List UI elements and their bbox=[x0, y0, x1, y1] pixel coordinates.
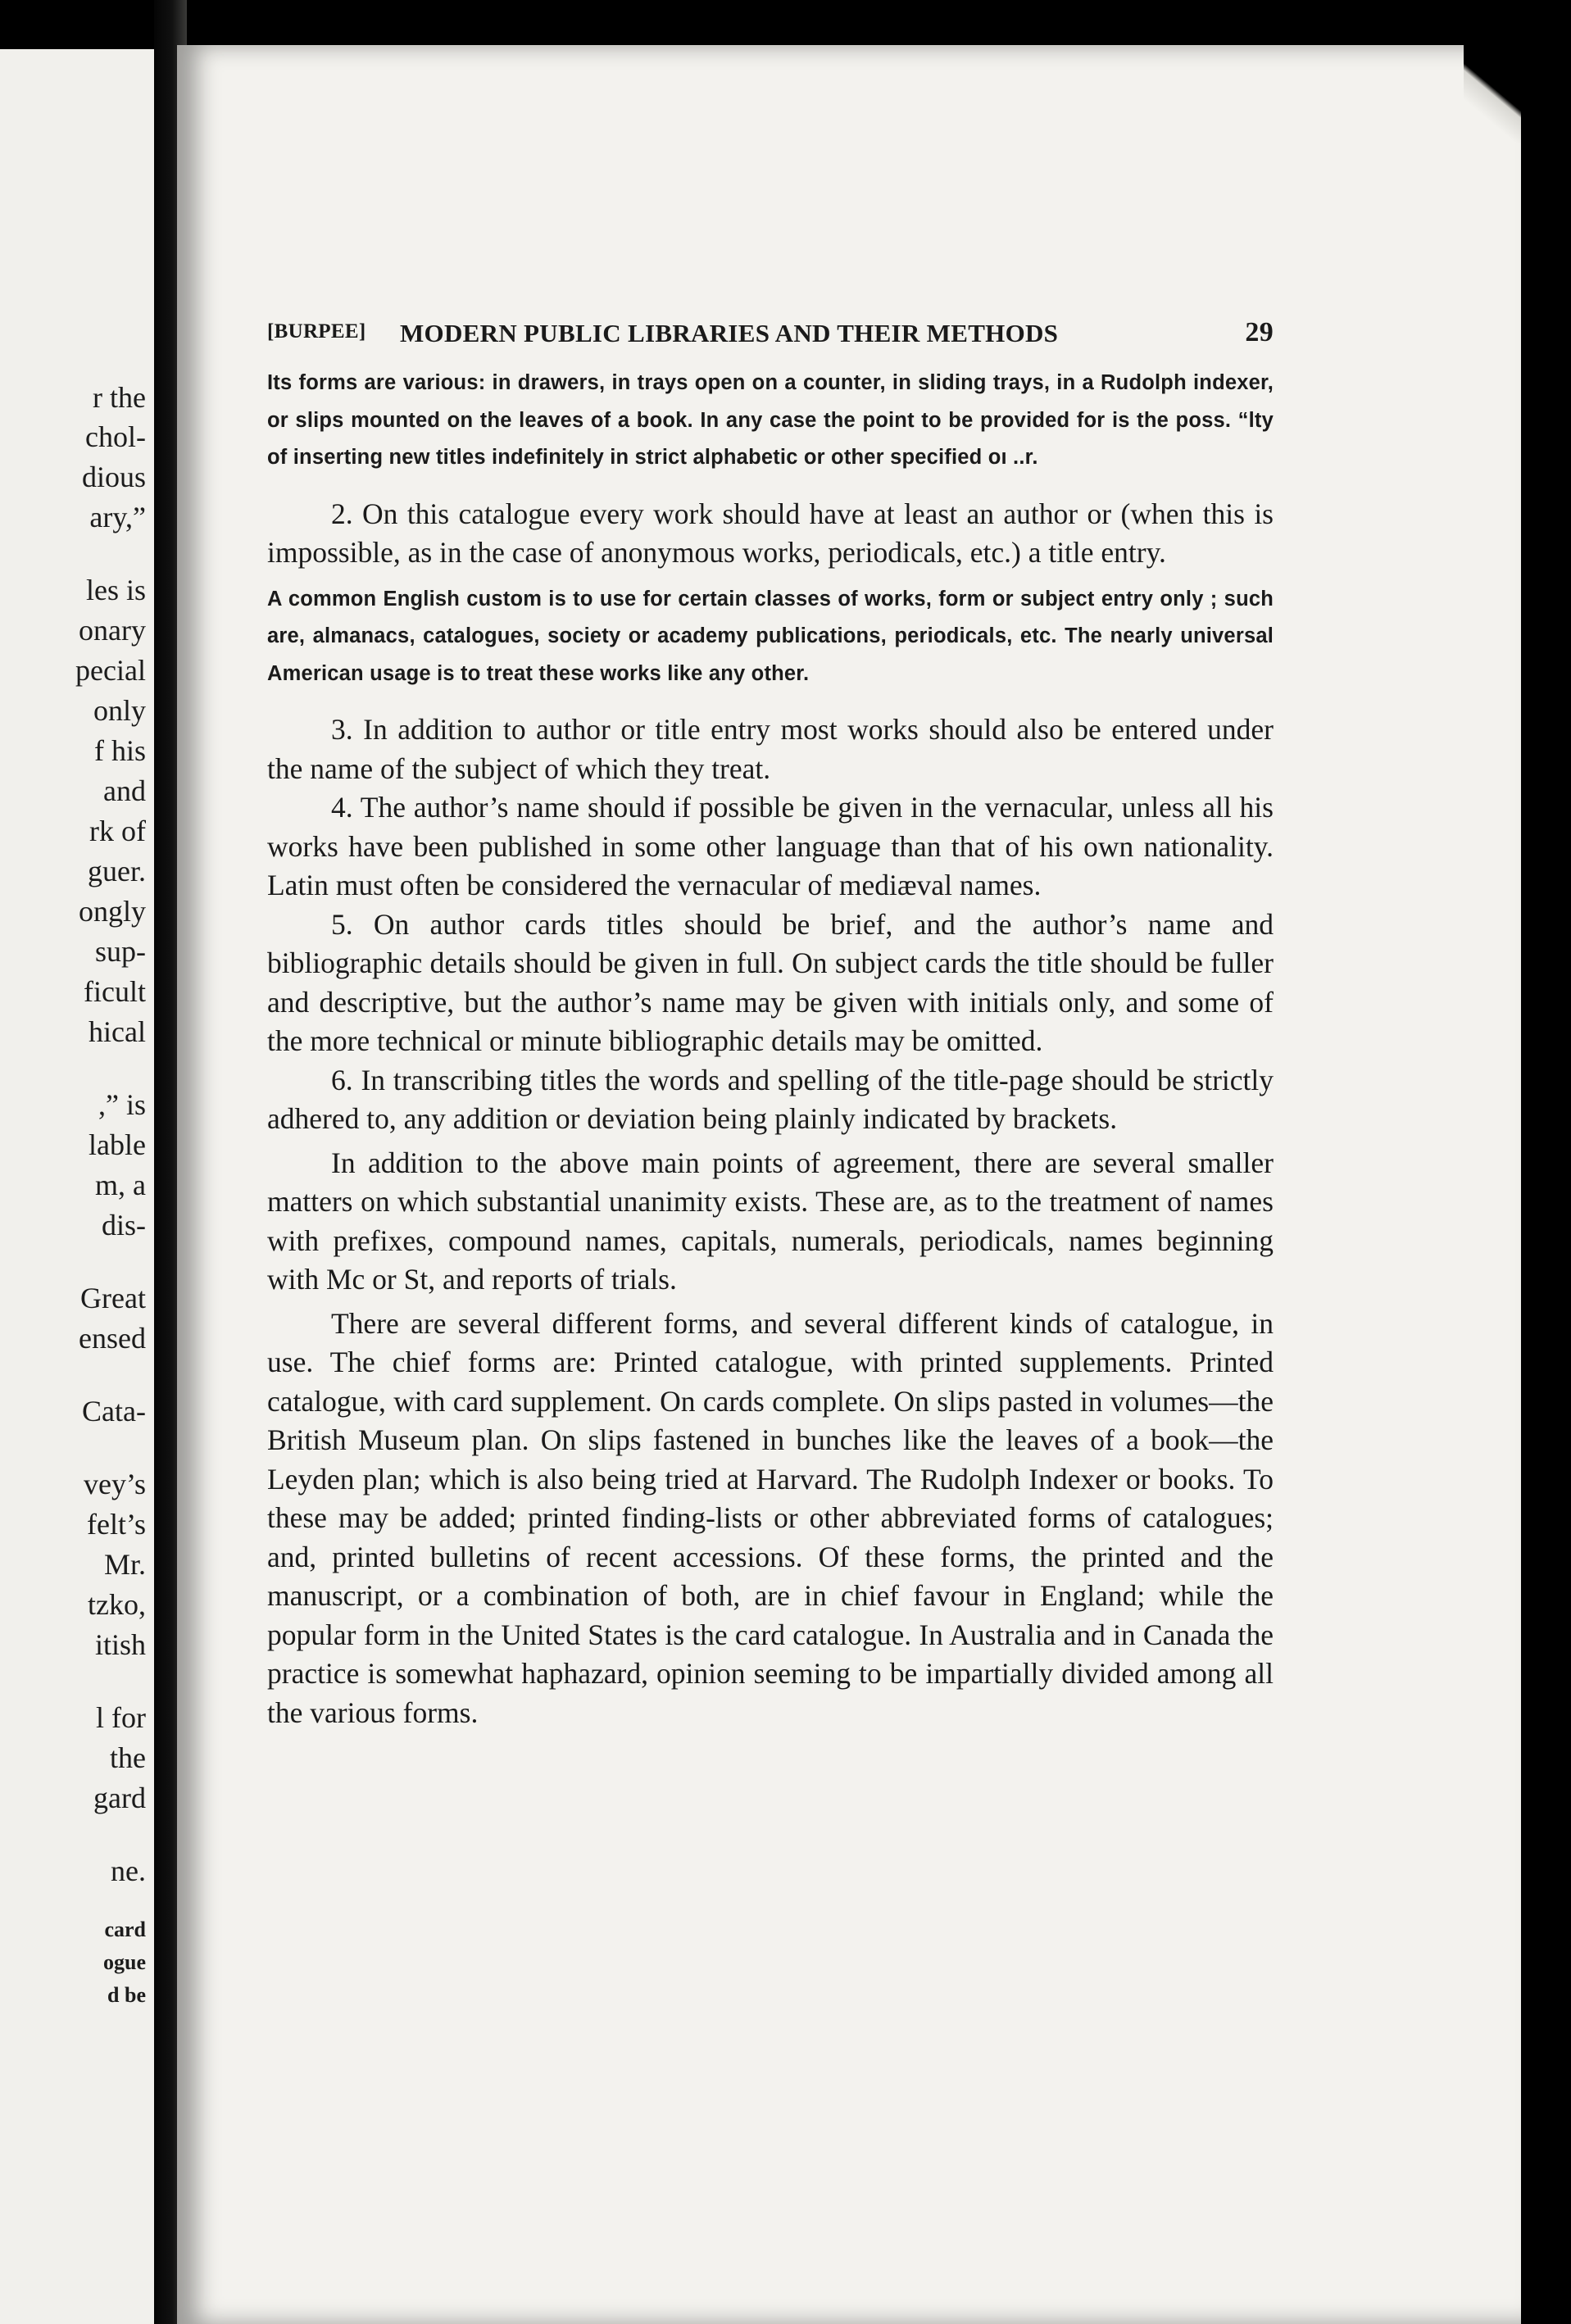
paragraph-7: In addition to the above main points of agreement, there are several smaller matters on which substantial unanimity exists. These are, as to the treatment of names with prefixes, compound names, capitals, numerals, periodicals, names beginning with Mc or St, and reports of trials. bbox=[267, 1146, 1274, 1296]
left-page-fragment: tzko, bbox=[88, 1588, 146, 1621]
left-page-fragment: ne. bbox=[111, 1854, 146, 1887]
left-page-fragment: sup- bbox=[95, 935, 146, 968]
author-tag: [BURPEE] bbox=[267, 320, 366, 343]
left-page-fragment: and bbox=[103, 774, 146, 807]
page-number: 29 bbox=[1245, 317, 1274, 347]
left-page-fragment: dious bbox=[81, 461, 146, 493]
paragraph-3: 3. In addition to author or title entry most works should also be entered under the name of the subject of which they treat. bbox=[267, 713, 1274, 785]
running-title: MODERN PUBLIC LIBRARIES AND THEIR METHODS bbox=[400, 319, 1059, 347]
left-page-fragment: Cata- bbox=[82, 1395, 146, 1428]
paragraph-4: 4. The author’s name should if possible be given in the vernacular, unless all his works have been published in some other language than that of his own nationality. Latin must often be considered the vernacular of mediæval names. bbox=[267, 791, 1274, 901]
left-page-fragment: ficult bbox=[84, 975, 146, 1008]
left-page-fragment: itish bbox=[94, 1628, 146, 1661]
left-page-fragment: the bbox=[110, 1741, 146, 1774]
left-page-fragment: onary bbox=[79, 614, 146, 647]
left-page-fragment: d be bbox=[107, 1983, 146, 2007]
left-page-fragment: f his bbox=[94, 734, 146, 767]
left-page-fragment: chol- bbox=[85, 420, 146, 453]
paragraph-6: 6. In transcribing titles the words and spelling of the title-page should be strictly adhered to, any addition or deviation being plainly indicated by brackets. bbox=[267, 1063, 1274, 1135]
left-page-fragment: guer. bbox=[88, 855, 146, 887]
small-print-note-2: A common English custom is to use for certain classes of works, form or subject entry only ; such are, almanacs, catalogues, society or academy publications, periodicals, etc. The nearly universal American usage is to treat these works like any other. bbox=[267, 587, 1274, 685]
left-page-fragment: rk of bbox=[89, 815, 146, 847]
left-page-fragment: Great bbox=[80, 1282, 146, 1314]
small-print-note-1: Its forms are various: in drawers, in trays open on a counter, in sliding trays, in a Rudolph indexer, or slips mounted on the leaves of a book. In any case the point to be provided for is the poss. “lty of inserting new titles indefinitely in strict alphabetic or other specified oı ..r. bbox=[267, 371, 1274, 469]
left-page-fragment: only bbox=[93, 694, 146, 727]
page-content bbox=[267, 315, 1274, 1732]
left-page-fragment: card bbox=[104, 1918, 146, 1941]
left-page-fragment: lable bbox=[89, 1128, 146, 1161]
left-page-fragment: l for bbox=[96, 1701, 146, 1734]
left-page-fragment: hical bbox=[89, 1015, 146, 1048]
left-page-fragment: Mr. bbox=[103, 1548, 146, 1581]
left-page-edge bbox=[0, 49, 154, 2324]
left-page-fragment: ,” is bbox=[98, 1088, 146, 1121]
left-page-fragment: r the bbox=[93, 381, 146, 414]
left-page-fragment: pecial bbox=[75, 654, 146, 687]
left-page-fragment: ary,” bbox=[89, 501, 146, 533]
left-page-fragment: ongly bbox=[78, 895, 146, 928]
left-page-fragment: les is bbox=[85, 574, 146, 606]
paragraph-2: 2. On this catalogue every work should have at least an author or (when this is impossible, as in the case of anonymous works, periodicals, etc.) a title entry. bbox=[267, 497, 1274, 569]
left-page-fragment: dis- bbox=[102, 1209, 146, 1241]
paragraph-5: 5. On author cards titles should be brief, and the author’s name and bibliographic details should be given in full. On subject cards the title should be fuller and descriptive, but the author’s name may be given with initials only, and some of the more technical or minute bibliographic details may be omitted. bbox=[267, 907, 1274, 1057]
right-page bbox=[177, 45, 1521, 2324]
left-page-fragment: gard bbox=[93, 1782, 146, 1814]
page-corner-fold bbox=[1464, 45, 1521, 143]
left-page-fragment: felt’s bbox=[87, 1508, 146, 1541]
left-page-fragment: ogue bbox=[103, 1950, 146, 1974]
left-page-fragment: ensed bbox=[79, 1322, 146, 1355]
running-head bbox=[267, 315, 1274, 356]
paragraph-8: There are several different forms, and several different kinds of catalogue, in use. The chief forms are: Printed catalogue, with printed supplements. Printed catalogue, with card supplement. On cards complete. On slips pasted in volumes—the British Museum plan. On slips fastened in bunches like the leaves of a book—the Leyden plan; which is also being tried at Harvard. The Rudolph Indexer or books. To these may be added; printed finding-lists or other abbreviated forms of catalogues; and, printed bulletins of recent accessions. Of these forms, the printed and the manuscript, or a combination of both, are in chief favour in England; while the popular form in the United States is the card catalogue. In Australia and in Canada the practice is somewhat haphazard, opinion seeming to be impartially divided among all the various forms. bbox=[267, 1306, 1274, 1729]
left-page-fragment: vey’s bbox=[84, 1468, 146, 1500]
left-page-fragment: m, a bbox=[95, 1169, 146, 1201]
